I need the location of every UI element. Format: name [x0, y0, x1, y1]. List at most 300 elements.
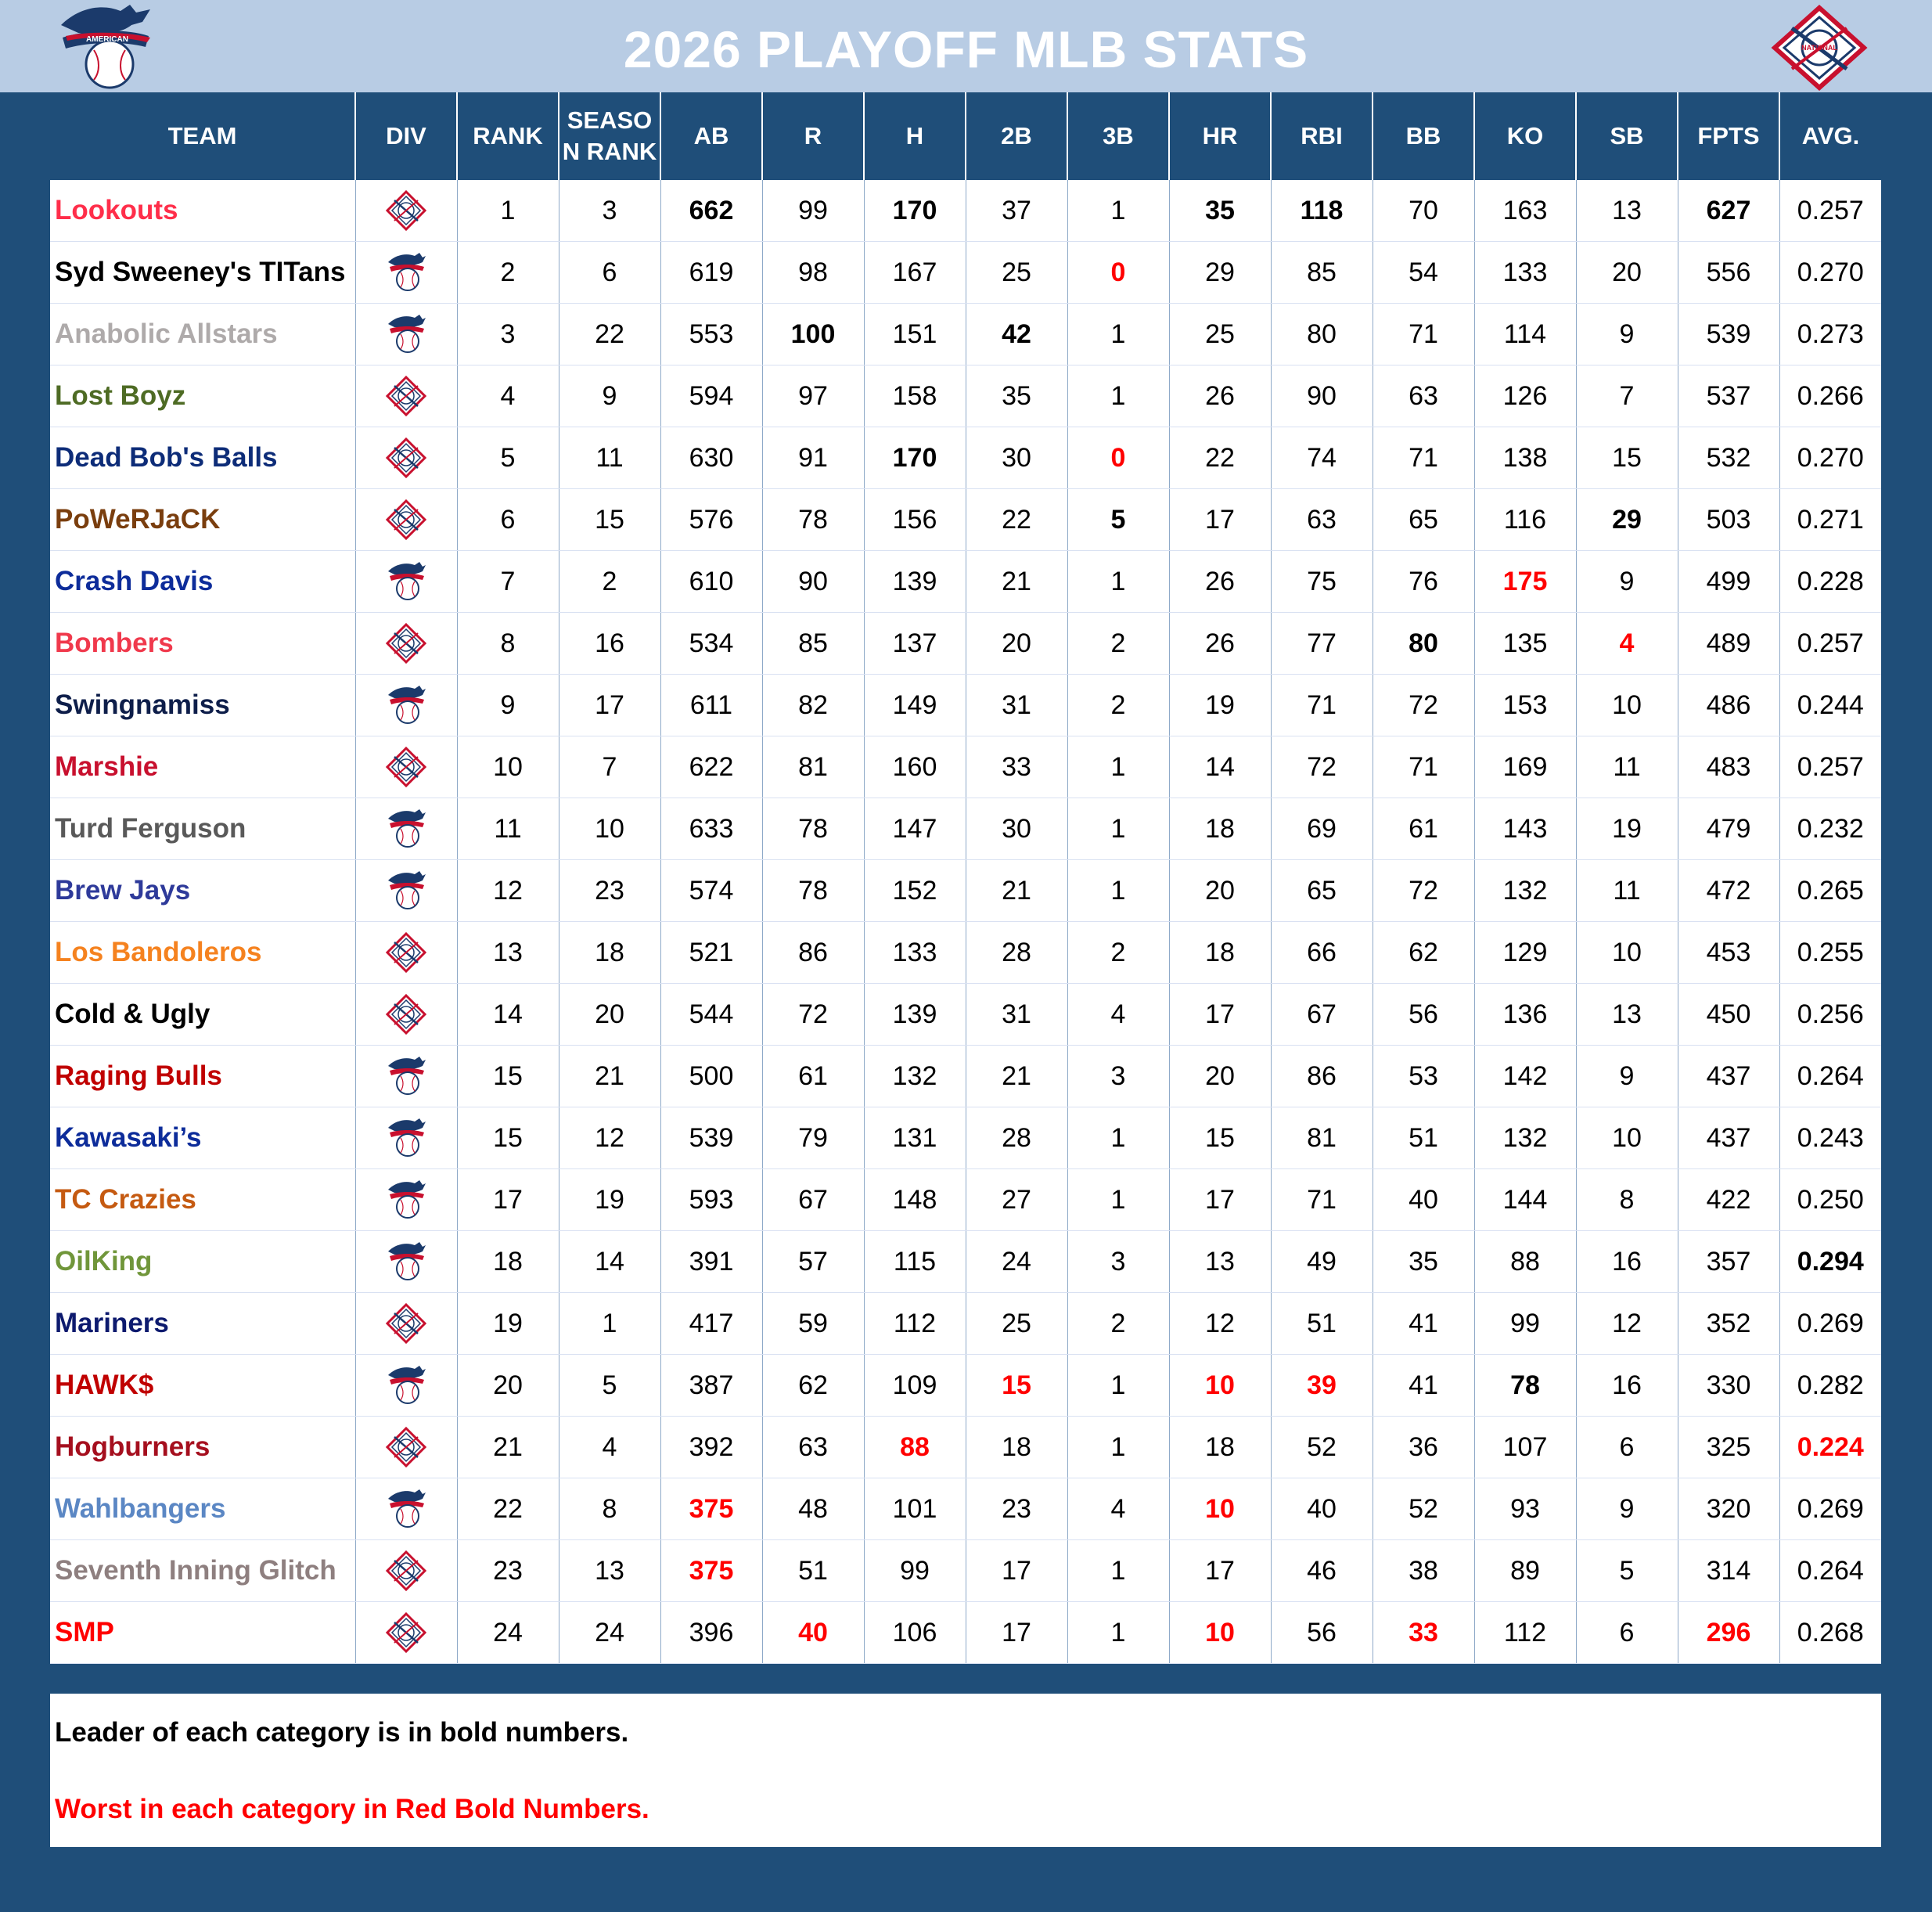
stat-fpts: 556: [1678, 242, 1779, 304]
nl-logo-icon: [385, 931, 427, 974]
stat-3b: 2: [1067, 613, 1169, 675]
leader-note: Leader of each category is in bold numbers.: [55, 1717, 629, 1748]
al-logo-icon: [385, 684, 427, 726]
stat-r: 67: [762, 1169, 864, 1231]
row-margin: [0, 736, 50, 798]
stat-rank: 22: [457, 1478, 559, 1540]
stat-rbi: 118: [1271, 180, 1373, 242]
division-logo: [355, 922, 457, 984]
row-margin-right: [1881, 798, 1932, 860]
stat-season-rank: 5: [559, 1355, 660, 1417]
stat-3b: 3: [1067, 1046, 1169, 1107]
stat-season-rank: 21: [559, 1046, 660, 1107]
stat-rank: 9: [457, 675, 559, 736]
stat-avg: 0.255: [1779, 922, 1881, 984]
american-league-logo-icon: [55, 2, 157, 91]
stat-sb: 6: [1576, 1417, 1678, 1478]
stat-sb: 4: [1576, 613, 1678, 675]
stat-rank: 12: [457, 860, 559, 922]
stat-r: 59: [762, 1293, 864, 1355]
row-margin-right: [1881, 304, 1932, 365]
stat-ab: 417: [660, 1293, 762, 1355]
stat-ko: 99: [1474, 1293, 1576, 1355]
division-logo: [355, 1355, 457, 1417]
stat-fpts: 437: [1678, 1046, 1779, 1107]
stat-bb: 71: [1373, 736, 1474, 798]
stat-ko: 144: [1474, 1169, 1576, 1231]
stat-season-rank: 11: [559, 427, 660, 489]
stat-rbi: 52: [1271, 1417, 1373, 1478]
table-row: [0, 984, 1932, 1046]
stat-avg: 0.270: [1779, 427, 1881, 489]
stat-ko: 126: [1474, 365, 1576, 427]
stat-fpts: 479: [1678, 798, 1779, 860]
division-logo: [355, 1417, 457, 1478]
stat-rbi: 46: [1271, 1540, 1373, 1602]
stat-r: 51: [762, 1540, 864, 1602]
stat-ab: 594: [660, 365, 762, 427]
col-header-sb: SB: [1576, 92, 1678, 180]
stat-sb: 16: [1576, 1355, 1678, 1417]
stat-avg: 0.228: [1779, 551, 1881, 613]
stat-ab: 611: [660, 675, 762, 736]
stat-bb: 80: [1373, 613, 1474, 675]
stat-3b: 1: [1067, 860, 1169, 922]
stat-rbi: 71: [1271, 675, 1373, 736]
stat-r: 90: [762, 551, 864, 613]
stat-rbi: 86: [1271, 1046, 1373, 1107]
stat-h: 106: [864, 1602, 966, 1664]
nl-logo-icon: [385, 1611, 427, 1654]
col-header-h: H: [864, 92, 966, 180]
stat-ko: 163: [1474, 180, 1576, 242]
stat-3b: 1: [1067, 798, 1169, 860]
stat-rank: 5: [457, 427, 559, 489]
stat-3b: 1: [1067, 551, 1169, 613]
col-header-ab: AB: [660, 92, 762, 180]
stat-sb: 9: [1576, 1478, 1678, 1540]
stat-ab: 610: [660, 551, 762, 613]
nl-logo-icon: [385, 189, 427, 232]
stat-r: 40: [762, 1602, 864, 1664]
stat-fpts: 539: [1678, 304, 1779, 365]
stat-sb: 29: [1576, 489, 1678, 551]
stat-sb: 5: [1576, 1540, 1678, 1602]
stat-ab: 619: [660, 242, 762, 304]
stat-3b: 1: [1067, 304, 1169, 365]
stat-sb: 19: [1576, 798, 1678, 860]
stat-season-rank: 8: [559, 1478, 660, 1540]
stat-ab: 622: [660, 736, 762, 798]
row-margin-right: [1881, 489, 1932, 551]
stat-h: 99: [864, 1540, 966, 1602]
col-header-bb: BB: [1373, 92, 1474, 180]
stat-avg: 0.271: [1779, 489, 1881, 551]
national-league-logo-icon: [1770, 5, 1869, 91]
stat-bb: 72: [1373, 860, 1474, 922]
team-name: Crash Davis: [50, 551, 355, 613]
stat-hr: 13: [1169, 1231, 1271, 1293]
stat-ko: 135: [1474, 613, 1576, 675]
table-row: [0, 1417, 1932, 1478]
stat-rbi: 72: [1271, 736, 1373, 798]
stat-hr: 14: [1169, 736, 1271, 798]
stat-fpts: 330: [1678, 1355, 1779, 1417]
table-row: [0, 1293, 1932, 1355]
stat-ko: 143: [1474, 798, 1576, 860]
row-margin: [0, 1478, 50, 1540]
division-logo: [355, 860, 457, 922]
stat-fpts: 314: [1678, 1540, 1779, 1602]
nl-logo-icon: [385, 993, 427, 1035]
stat-ab: 534: [660, 613, 762, 675]
stat-h: 147: [864, 798, 966, 860]
stat-hr: 18: [1169, 922, 1271, 984]
stat-ab: 392: [660, 1417, 762, 1478]
team-name: Raging Bulls: [50, 1046, 355, 1107]
stat-2b: 28: [966, 922, 1067, 984]
table-row: [0, 551, 1932, 613]
stat-r: 78: [762, 860, 864, 922]
stat-avg: 0.270: [1779, 242, 1881, 304]
table-row: [0, 922, 1932, 984]
stat-3b: 0: [1067, 242, 1169, 304]
table-row: [0, 489, 1932, 551]
stat-season-rank: 20: [559, 984, 660, 1046]
stat-h: 152: [864, 860, 966, 922]
stat-h: 88: [864, 1417, 966, 1478]
stat-avg: 0.294: [1779, 1231, 1881, 1293]
division-logo: [355, 613, 457, 675]
stat-bb: 33: [1373, 1602, 1474, 1664]
stat-bb: 63: [1373, 365, 1474, 427]
row-margin-right: [1881, 675, 1932, 736]
col-header-ko: KO: [1474, 92, 1576, 180]
division-logo: [355, 984, 457, 1046]
stat-season-rank: 9: [559, 365, 660, 427]
stat-ko: 153: [1474, 675, 1576, 736]
row-margin: [0, 365, 50, 427]
stat-h: 149: [864, 675, 966, 736]
page-title: 2026 PLAYOFF MLB STATS: [623, 20, 1309, 78]
stat-ko: 175: [1474, 551, 1576, 613]
stat-season-rank: 22: [559, 304, 660, 365]
stat-sb: 6: [1576, 1602, 1678, 1664]
stat-fpts: 422: [1678, 1169, 1779, 1231]
stat-fpts: 489: [1678, 613, 1779, 675]
stat-3b: 4: [1067, 1478, 1169, 1540]
stat-avg: 0.264: [1779, 1540, 1881, 1602]
stat-ko: 138: [1474, 427, 1576, 489]
stat-rbi: 66: [1271, 922, 1373, 984]
table-row: [0, 1540, 1932, 1602]
stat-season-rank: 19: [559, 1169, 660, 1231]
stat-bb: 62: [1373, 922, 1474, 984]
legend-notes: [50, 1694, 1881, 1847]
stat-rank: 21: [457, 1417, 559, 1478]
row-margin: [0, 1107, 50, 1169]
stat-season-rank: 16: [559, 613, 660, 675]
stat-h: 112: [864, 1293, 966, 1355]
stat-2b: 37: [966, 180, 1067, 242]
table-row: [0, 304, 1932, 365]
stat-hr: 25: [1169, 304, 1271, 365]
stat-rbi: 75: [1271, 551, 1373, 613]
stat-sb: 9: [1576, 1046, 1678, 1107]
table-row: [0, 613, 1932, 675]
stat-avg: 0.256: [1779, 984, 1881, 1046]
row-margin-right: [1881, 1417, 1932, 1478]
stat-hr: 26: [1169, 551, 1271, 613]
row-margin-right: [1881, 427, 1932, 489]
stat-season-rank: 3: [559, 180, 660, 242]
stat-ab: 633: [660, 798, 762, 860]
col-header-season-rank: [559, 92, 660, 180]
division-logo: [355, 736, 457, 798]
stat-3b: 1: [1067, 1602, 1169, 1664]
stat-r: 61: [762, 1046, 864, 1107]
stat-sb: 15: [1576, 427, 1678, 489]
stat-sb: 13: [1576, 180, 1678, 242]
team-name: HAWK$: [50, 1355, 355, 1417]
stat-r: 100: [762, 304, 864, 365]
stat-rank: 4: [457, 365, 559, 427]
al-logo-icon: [385, 560, 427, 603]
stat-3b: 1: [1067, 365, 1169, 427]
row-margin-right: [1881, 1169, 1932, 1231]
nl-logo-icon: [385, 1550, 427, 1592]
stat-h: 170: [864, 180, 966, 242]
stat-h: 101: [864, 1478, 966, 1540]
stat-bb: 54: [1373, 242, 1474, 304]
stat-bb: 76: [1373, 551, 1474, 613]
stat-sb: 16: [1576, 1231, 1678, 1293]
stat-bb: 72: [1373, 675, 1474, 736]
stat-ab: 593: [660, 1169, 762, 1231]
team-name: OilKing: [50, 1231, 355, 1293]
stat-rbi: 51: [1271, 1293, 1373, 1355]
stat-fpts: 357: [1678, 1231, 1779, 1293]
row-margin: [0, 675, 50, 736]
stat-3b: 2: [1067, 675, 1169, 736]
stat-season-rank: 4: [559, 1417, 660, 1478]
stat-avg: 0.250: [1779, 1169, 1881, 1231]
stat-r: 72: [762, 984, 864, 1046]
stat-2b: 22: [966, 489, 1067, 551]
row-margin: [0, 427, 50, 489]
stat-ko: 169: [1474, 736, 1576, 798]
row-margin: [0, 1540, 50, 1602]
stat-3b: 1: [1067, 1540, 1169, 1602]
stat-ko: 112: [1474, 1602, 1576, 1664]
worst-note: Worst in each category in Red Bold Numbers.: [55, 1794, 649, 1824]
division-logo: [355, 1540, 457, 1602]
team-name: Hogburners: [50, 1417, 355, 1478]
stat-3b: 4: [1067, 984, 1169, 1046]
stat-rank: 15: [457, 1046, 559, 1107]
division-logo: [355, 489, 457, 551]
stat-hr: 17: [1169, 984, 1271, 1046]
stat-3b: 1: [1067, 1355, 1169, 1417]
stat-2b: 42: [966, 304, 1067, 365]
team-name: Brew Jays: [50, 860, 355, 922]
al-logo-icon: [385, 1364, 427, 1406]
season-rank-line-1: SEASO: [567, 106, 653, 134]
stat-rbi: 67: [1271, 984, 1373, 1046]
table-row: [0, 1602, 1932, 1664]
stat-3b: 1: [1067, 1417, 1169, 1478]
stat-avg: 0.257: [1779, 736, 1881, 798]
stat-h: 139: [864, 551, 966, 613]
stat-hr: 29: [1169, 242, 1271, 304]
stat-ab: 576: [660, 489, 762, 551]
stat-bb: 38: [1373, 1540, 1474, 1602]
table-row: [0, 180, 1932, 242]
stat-rank: 14: [457, 984, 559, 1046]
stat-avg: 0.269: [1779, 1478, 1881, 1540]
stat-r: 97: [762, 365, 864, 427]
stat-2b: 33: [966, 736, 1067, 798]
stat-ab: 375: [660, 1478, 762, 1540]
stat-rank: 2: [457, 242, 559, 304]
al-logo-icon: [385, 1240, 427, 1283]
stats-table: [0, 92, 1932, 1664]
stat-3b: 5: [1067, 489, 1169, 551]
stat-ab: 396: [660, 1602, 762, 1664]
row-margin: [0, 489, 50, 551]
row-margin-right: [1881, 1602, 1932, 1664]
team-name: Seventh Inning Glitch: [50, 1540, 355, 1602]
stat-2b: 23: [966, 1478, 1067, 1540]
stat-rbi: 74: [1271, 427, 1373, 489]
stat-sb: 9: [1576, 304, 1678, 365]
row-margin-right: [1881, 1540, 1932, 1602]
stat-2b: 15: [966, 1355, 1067, 1417]
row-margin-right: [1881, 922, 1932, 984]
stats-body: [0, 180, 1932, 1664]
stat-fpts: 537: [1678, 365, 1779, 427]
stat-fpts: 499: [1678, 551, 1779, 613]
stat-bb: 51: [1373, 1107, 1474, 1169]
stat-ko: 116: [1474, 489, 1576, 551]
stat-rbi: 77: [1271, 613, 1373, 675]
stat-2b: 28: [966, 1107, 1067, 1169]
stat-rbi: 40: [1271, 1478, 1373, 1540]
division-logo: [355, 1169, 457, 1231]
row-margin-right: [1881, 242, 1932, 304]
stat-r: 85: [762, 613, 864, 675]
al-logo-icon: [385, 808, 427, 850]
row-margin: [0, 551, 50, 613]
row-margin: [0, 984, 50, 1046]
stat-h: 170: [864, 427, 966, 489]
row-margin: [0, 1417, 50, 1478]
team-name: Mariners: [50, 1293, 355, 1355]
stat-r: 86: [762, 922, 864, 984]
stat-rbi: 80: [1271, 304, 1373, 365]
division-logo: [355, 1602, 457, 1664]
row-margin-right: [1881, 1293, 1932, 1355]
al-logo-icon: [385, 251, 427, 293]
stat-2b: 24: [966, 1231, 1067, 1293]
stat-3b: 1: [1067, 1169, 1169, 1231]
team-name: Kawasaki’s: [50, 1107, 355, 1169]
stat-bb: 61: [1373, 798, 1474, 860]
stat-h: 133: [864, 922, 966, 984]
stat-r: 57: [762, 1231, 864, 1293]
stat-fpts: 352: [1678, 1293, 1779, 1355]
table-row: [0, 427, 1932, 489]
table-row: [0, 1046, 1932, 1107]
row-margin: [0, 1169, 50, 1231]
stat-ab: 500: [660, 1046, 762, 1107]
stat-ab: 375: [660, 1540, 762, 1602]
stat-avg: 0.282: [1779, 1355, 1881, 1417]
stat-rbi: 56: [1271, 1602, 1373, 1664]
stat-2b: 35: [966, 365, 1067, 427]
stat-2b: 31: [966, 984, 1067, 1046]
stat-season-rank: 1: [559, 1293, 660, 1355]
row-margin-right: [1881, 1478, 1932, 1540]
stat-rank: 7: [457, 551, 559, 613]
stat-fpts: 627: [1678, 180, 1779, 242]
row-margin: [0, 180, 50, 242]
row-margin-right: [1881, 736, 1932, 798]
stat-hr: 20: [1169, 1046, 1271, 1107]
stat-ko: 129: [1474, 922, 1576, 984]
stat-season-rank: 23: [559, 860, 660, 922]
stat-3b: 2: [1067, 922, 1169, 984]
stat-bb: 52: [1373, 1478, 1474, 1540]
stat-2b: 17: [966, 1540, 1067, 1602]
table-row: [0, 1231, 1932, 1293]
col-header-div: DIV: [355, 92, 457, 180]
division-logo: [355, 551, 457, 613]
stat-3b: 2: [1067, 1293, 1169, 1355]
stat-2b: 30: [966, 798, 1067, 860]
stat-ab: 521: [660, 922, 762, 984]
stat-ko: 142: [1474, 1046, 1576, 1107]
stat-rbi: 49: [1271, 1231, 1373, 1293]
stat-sb: 7: [1576, 365, 1678, 427]
al-logo-icon: [385, 870, 427, 912]
stat-season-rank: 24: [559, 1602, 660, 1664]
al-logo-icon: [385, 1488, 427, 1530]
row-margin-right: [1881, 1107, 1932, 1169]
stat-rank: 24: [457, 1602, 559, 1664]
stat-ko: 132: [1474, 1107, 1576, 1169]
stat-season-rank: 2: [559, 551, 660, 613]
team-name: Swingnamiss: [50, 675, 355, 736]
team-name: Lookouts: [50, 180, 355, 242]
stat-hr: 12: [1169, 1293, 1271, 1355]
stat-2b: 31: [966, 675, 1067, 736]
team-name: Lost Boyz: [50, 365, 355, 427]
stat-fpts: 532: [1678, 427, 1779, 489]
stat-rank: 6: [457, 489, 559, 551]
row-margin: [0, 1293, 50, 1355]
division-logo: [355, 242, 457, 304]
stat-r: 98: [762, 242, 864, 304]
stat-sb: 13: [1576, 984, 1678, 1046]
stat-rbi: 85: [1271, 242, 1373, 304]
stat-rbi: 71: [1271, 1169, 1373, 1231]
stat-avg: 0.265: [1779, 860, 1881, 922]
stat-2b: 21: [966, 860, 1067, 922]
stat-h: 115: [864, 1231, 966, 1293]
stat-2b: 21: [966, 551, 1067, 613]
stat-bb: 36: [1373, 1417, 1474, 1478]
